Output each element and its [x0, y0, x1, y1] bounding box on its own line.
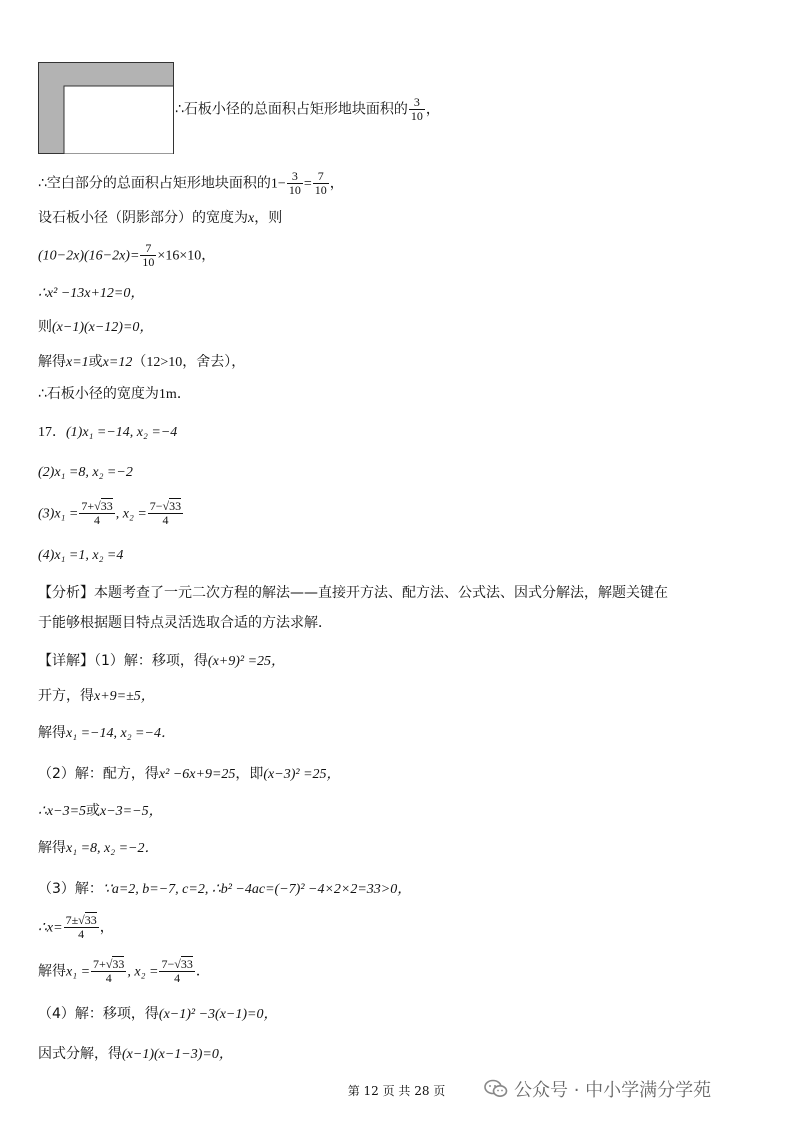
denominator: 10 [142, 255, 155, 269]
denominator: 4 [94, 513, 101, 527]
expression: x+9=±5， [94, 689, 155, 704]
line-6 [38, 317, 153, 338]
x1-label: x₁ = [66, 964, 91, 980]
numerator: 3 [287, 170, 303, 184]
comma: ， [425, 101, 440, 118]
value: 1m [158, 387, 177, 402]
numerator: 7−√33 [161, 957, 193, 971]
line-1 [175, 96, 440, 123]
page-footer: 第 12 页 共 28 页 [347, 1084, 446, 1098]
denominator: 4 [78, 927, 85, 941]
denominator: 10 [410, 109, 423, 123]
radicand: 33 [180, 957, 193, 971]
equals: = [303, 176, 312, 192]
text: （2）解：配方，得 [38, 766, 159, 782]
answer-pre: (3)x₁ = [38, 506, 79, 522]
answer-17-1 [38, 422, 177, 443]
detail-1 [38, 651, 285, 672]
denominator: 4 [105, 971, 112, 985]
answer-17-3 [38, 500, 184, 527]
blank-area [64, 86, 174, 154]
num-part: 7+ [93, 957, 106, 971]
watermark-text: 公众号 · 中小学满分学苑 [514, 1080, 712, 1101]
expression: (x+9)² =25， [207, 654, 286, 669]
radicand: 33 [100, 499, 113, 513]
period: ． [176, 386, 191, 402]
expression: x² −6x+9=25 [158, 767, 236, 782]
detail-9 [38, 958, 210, 985]
solution-b: x=12 [102, 355, 133, 370]
path-diagram [38, 62, 174, 154]
num-part: 7+ [81, 499, 95, 513]
detail-3 [38, 723, 175, 744]
text: （3）解： [38, 881, 103, 897]
numerator: 7+√33 [81, 499, 113, 513]
detail-5 [38, 801, 163, 822]
text: 【详解】（1）解：移项，得 [38, 653, 208, 669]
watermark [484, 1076, 711, 1102]
fraction-root-plus [79, 500, 114, 527]
analysis [38, 580, 758, 636]
text-end: ，则 [254, 210, 283, 226]
expression-2: x−3=−5， [100, 804, 163, 819]
num-part: 7− [149, 499, 163, 513]
text: 解得 [38, 354, 66, 370]
fraction-root-minus [148, 500, 183, 527]
numerator: 7 [140, 242, 156, 256]
line-2 [38, 170, 344, 197]
fraction-root-minus-b [159, 958, 194, 985]
note: （12>10，舍去）， [132, 355, 246, 370]
expression: ∵a=2, b=−7, c=2, ∴b² −4ac=(−7)² −4×2×2=33>0， [102, 882, 412, 897]
answer-mid: , x₂ = [115, 506, 147, 522]
analysis-line-2: 于能够根据题目特点灵活选取合适的方法求解． [38, 615, 332, 631]
numerator: 7+√33 [93, 957, 125, 971]
radicand: 33 [84, 913, 97, 927]
text: ∴石板小径的宽度为 [38, 386, 159, 402]
text-mid: ，即 [235, 766, 264, 782]
comma: ， [99, 919, 114, 936]
detail-6 [38, 838, 159, 859]
expression-pre: ∴x= [38, 920, 63, 936]
expression-2: (x−3)² =25， [263, 767, 341, 782]
answer: (2)x₁ =8, x₂ =−2 [38, 465, 133, 480]
numerator: 7 [313, 170, 329, 184]
radicand: 33 [112, 957, 125, 971]
text: 设石板小径（阴影部分）的宽度为 [38, 210, 248, 226]
answer: (4)x₁ =1, x₂ =4 [38, 548, 124, 563]
text: 则 [38, 319, 52, 335]
expression: x₁ =8, x₂ =−2． [66, 841, 159, 856]
text: 解得 [38, 840, 66, 856]
detail-11 [38, 1044, 233, 1065]
line-7 [38, 352, 245, 373]
or: 或 [88, 354, 103, 370]
fraction-7-10-b [140, 242, 156, 269]
denominator: 10 [288, 183, 301, 197]
fraction-root-plus-b [91, 958, 126, 985]
expression: x₁ =−14, x₂ =−4． [66, 726, 175, 741]
expression-mid: , x₂ = [127, 964, 159, 980]
line-3 [38, 208, 282, 229]
text: ∴石板小径的总面积占矩形地块面积的 [175, 101, 408, 118]
answer-17-4 [38, 545, 123, 566]
detail-8 [38, 914, 114, 941]
text: （4）解：移项，得 [38, 1006, 159, 1022]
num-part: 7± [65, 913, 79, 927]
line-4 [38, 242, 215, 269]
variable-x: x [248, 211, 255, 226]
detail-7 [38, 879, 411, 900]
numerator: 7−√33 [149, 499, 182, 513]
expression: ∴x−3=5 [38, 804, 87, 819]
denominator: 10 [314, 183, 327, 197]
fraction-root-pm [64, 914, 99, 941]
numerator: 3 [409, 96, 425, 110]
solution-a: x=1 [66, 355, 89, 370]
line-5 [38, 283, 144, 304]
one-minus: 1− [270, 176, 286, 192]
fraction-3-10 [409, 96, 425, 123]
expression: (x−1)² −3(x−1)=0， [158, 1007, 278, 1022]
answer: (1)x₁ =−14, x₂ =−4 [66, 425, 178, 440]
question-number: 17． [38, 425, 66, 440]
expression: ∴x² −13x+12=0， [38, 286, 145, 301]
num-part: 7− [161, 957, 175, 971]
wechat-icon [484, 1079, 508, 1099]
fraction-3-10-b [287, 170, 303, 197]
comma: ， [329, 175, 344, 192]
text: 解得 [38, 725, 66, 741]
analysis-line-1: 【分析】本题考查了一元二次方程的解法——直接开方法、配方法、公式法、因式分解法，解题关键在 [38, 585, 668, 601]
detail-10 [38, 1004, 277, 1025]
fraction-7-10 [313, 170, 329, 197]
expression: (10−2x)(16−2x)= [38, 248, 140, 264]
detail-4 [38, 764, 341, 785]
radicand: 33 [169, 499, 182, 513]
expression-tail: ×16×10， [157, 248, 216, 264]
text: 解得 [38, 963, 66, 980]
period: ． [195, 963, 210, 980]
line-8 [38, 384, 191, 405]
answer-17-2 [38, 462, 133, 483]
denominator: 4 [162, 513, 169, 527]
denominator: 4 [174, 971, 181, 985]
text: 开方，得 [38, 688, 94, 704]
expression: (x−1)(x−12)=0， [52, 320, 154, 335]
text: 因式分解，得 [38, 1046, 122, 1062]
expression: (x−1)(x−1−3)=0， [122, 1047, 233, 1062]
numerator: 7±√33 [65, 913, 97, 927]
or: 或 [86, 803, 101, 819]
detail-2 [38, 686, 155, 707]
text: ∴空白部分的总面积占矩形地块面积的 [38, 175, 271, 192]
